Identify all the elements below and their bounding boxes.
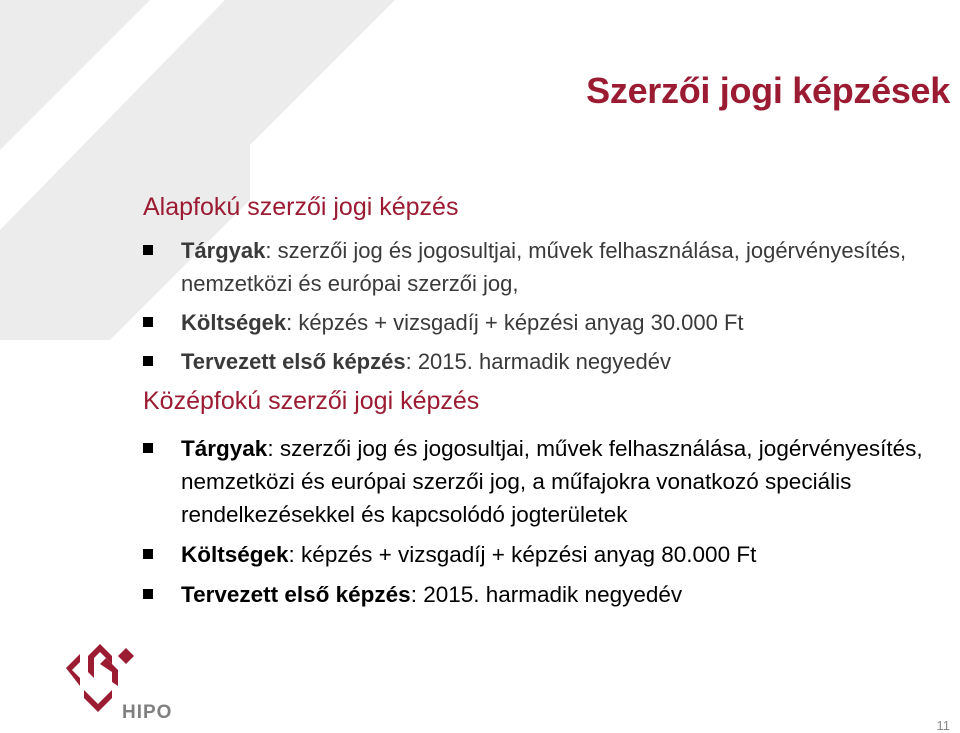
bullet-item bbox=[143, 306, 953, 339]
bullet-list-basic bbox=[143, 234, 953, 378]
bullet-text: : szerzői jog és jogosultjai, művek felhasználása, jogérvényesítés, nemzetközi és európai szerzői jog, bbox=[181, 238, 907, 296]
bullet-text: : 2015. harmadik negyedév bbox=[405, 349, 671, 374]
square-bullet-icon bbox=[143, 443, 153, 453]
section-heading-intermediate: Középfokú szerzői jogi képzés bbox=[143, 387, 480, 415]
logo-text: HIPO bbox=[122, 702, 173, 723]
bullet-label: Tervezett első képzés bbox=[181, 582, 411, 607]
bullet-text: : képzés + vizsgadíj + képzési anyag 80.000 Ft bbox=[288, 542, 757, 567]
bullet-label: Tárgyak bbox=[181, 238, 266, 263]
square-bullet-icon bbox=[143, 549, 153, 559]
bullet-item bbox=[143, 345, 953, 378]
bullet-label: Tárgyak bbox=[181, 436, 268, 461]
bullet-text: : 2015. harmadik negyedév bbox=[410, 582, 683, 607]
slide-title: Szerzői jogi képzések bbox=[586, 70, 950, 111]
slide-content bbox=[143, 190, 953, 618]
bullet-label: Tervezett első képzés bbox=[181, 349, 406, 374]
page-number: 11 bbox=[936, 718, 950, 733]
bullet-item bbox=[143, 578, 953, 611]
bullet-label: Költségek bbox=[181, 542, 289, 567]
bullet-item bbox=[143, 432, 953, 531]
bullet-list-intermediate bbox=[143, 432, 953, 611]
bullet-item bbox=[143, 538, 953, 571]
square-bullet-icon bbox=[143, 589, 153, 599]
square-bullet-icon bbox=[143, 317, 153, 327]
bullet-label: Költségek bbox=[181, 310, 287, 335]
section-heading-basic: Alapfokú szerzői jogi képzés bbox=[143, 193, 459, 221]
square-bullet-icon bbox=[143, 245, 153, 255]
bullet-text: : szerzői jog és jogosultjai, művek felhasználása, jogérvényesítés, nemzetközi és európai szerzői jog, a műfajokra vonatkozó speciális rendelkezésekkel és kapcsolódó jogterületek bbox=[181, 436, 923, 527]
bullet-text: : képzés + vizsgadíj + képzési anyag 30.000 Ft bbox=[286, 310, 744, 335]
bullet-item bbox=[143, 234, 953, 300]
square-bullet-icon bbox=[143, 356, 153, 366]
